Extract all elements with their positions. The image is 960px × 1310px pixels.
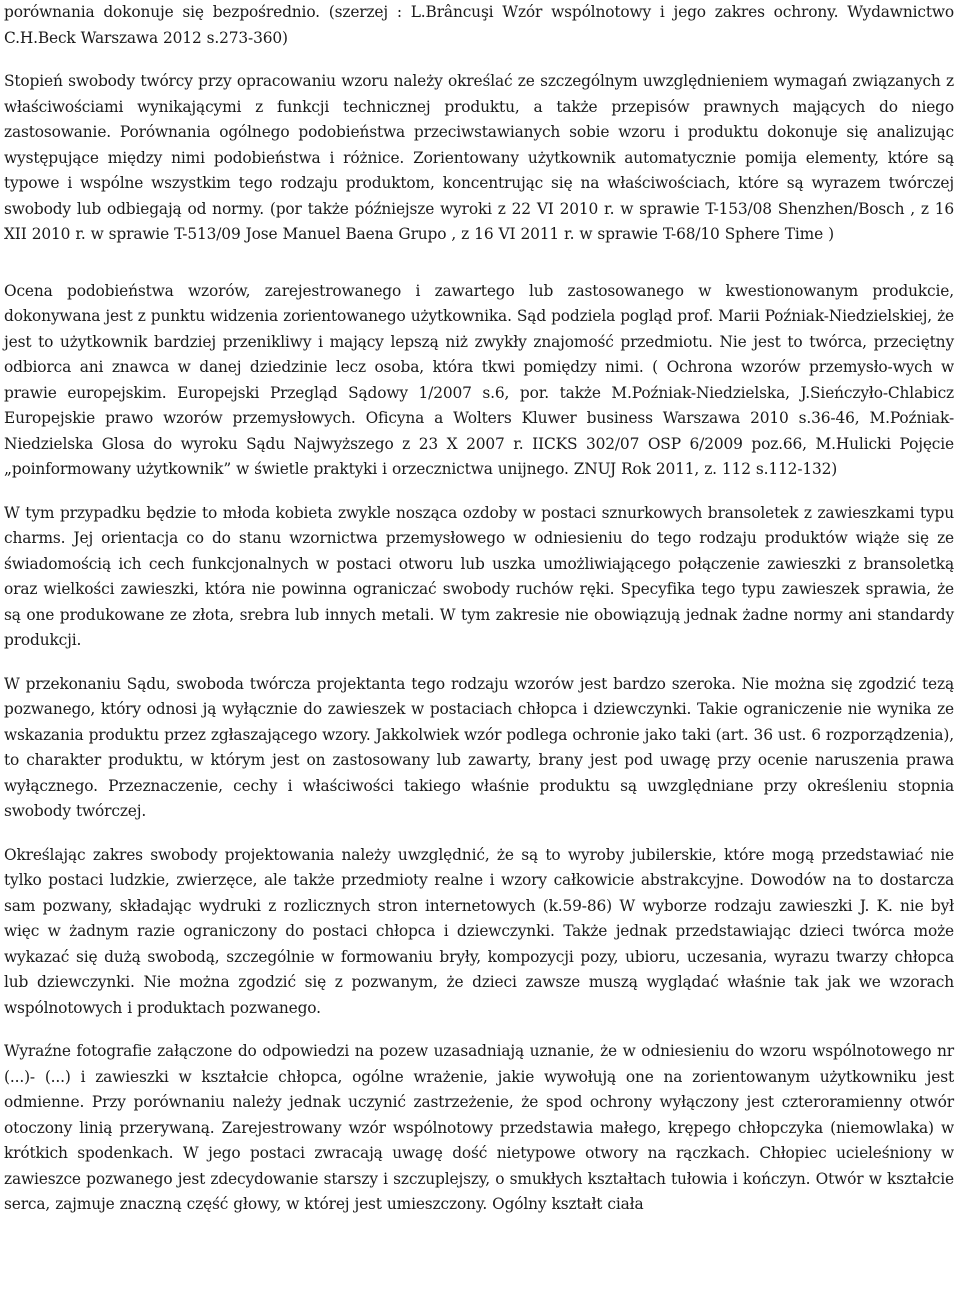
paragraph-informed-user: W tym przypadku będzie to młoda kobieta zwykle nosząca ozdoby w postaci sznurkowych bransoletek z zawieszkami typu charms. Jej orientacja co do stanu wzornictwa przemysłowego w odniesieniu do tego rodzaju produktów wiąże się ze świadomością ich cech funkcjonalnych w postaci otworu lub uszka umożliwiającego połączenie zawieszki z bransoletką oraz wielkości zawieszki, która nie powinna ograniczać swobody ruchów ręki. Specyfika tego typu zawieszek sprawia, że są one produkowane ze złota, srebra lub innych metali. W tym zakresie nie obowiązują jednak żadne normy ani standardy produkcji. (4, 503, 954, 649)
paragraph-scope-of-freedom: Określając zakres swobody projektowania należy uwzględnić, że są to wyroby jubilerskie, które mogą przedstawiać nie tylko postaci ludzkie, zwierzęce, ale także przedmioty realne i wzory całkowicie abstrakcyjne. Dowodów na to dostarcza sam pozwany, składając wydruki z rozlicznych stron internetowych (k.59-86) W wyborze rodzaju zawieszki J. K. nie był więc w żadnym razie ograniczony do postaci chłopca i dziewczynki. Także jednak przedstawiając dzieci twórca może wykazać się dużą swobodą, szczególnie w formowaniu bryły, kompozycji pozy, ubioru, uczesania, wyrazu twarzy chłopca lub dziewczynki. Nie można zgodzić się z pozwanym, że dzieci zawsze muszą wyglądać właśnie tak jak we wzorach wspólnotowych i produktach pozwanego. (4, 845, 954, 1017)
paragraph-citation-continued: porównania dokonuje się bezpośrednio. (szerzej : L.Brâncuşi Wzór wspólnotowy i jego zakres ochrony. Wydawnictwo C.H.Beck Warszawa 2012 s.273-360) (4, 3, 954, 47)
paragraph-design-freedom: Stopień swobody twórcy przy opracowaniu wzoru należy określać ze szczególnym uwzględnieniem wymagań związanych z właściwościami wynikającymi z funkcji technicznej produktu, a także przepisów prawnych mających do niego zastosowanie. Porównania ogólnego podobieństwa przeciwstawianych sobie wzoru i produktu dokonuje się analizując występujące między nimi podobieństwa i różnice. Zorientowany użytkownik automatycznie pomija elementy, które są typowe i wspólne wszystkim tego rodzaju produktom, koncentrując się na właściwościach, które są wyrazem twórczej swobody lub odbiegają od normy. (por także późniejsze wyroki z 22 VI 2010 r. w sprawie T-153/08 Shenzhen/Bosch , z 16 XII 2010 r. w sprawie T-513/09 Jose Manuel Baena Grupo , z 16 VI 2011 r. w sprawie T-68/10 Sphere Time ) (4, 72, 954, 243)
paragraph-spacer (4, 51, 954, 69)
paragraph-court-opinion: W przekonaniu Sądu, swoboda twórcza projektanta tego rodzaju wzorów jest bardzo szeroka. Nie można się zgodzić tezą pozwanego, który odnosi ją wyłącznie do zawieszek w postaciach chłopca i dziewczynki. Takie ograniczenie nie wynika ze wskazania produktu przez zgłaszającego wzory. Jakkolwiek wzór podlega ochronie jako taki (art. 36 ust. 6 rozporządzenia), to charakter produktu, w którym jest on zastosowany lub zawarty, brany jest pod uwagę przy ocenie naruszenia prawa wyłącznego. Przeznaczenie, cechy i właściwości takiego właśnie produktu są uwzględniane przy określeniu stopnia swobody twórczej. (4, 674, 954, 820)
paragraph-spacer (4, 248, 954, 279)
paragraph-similarity-assessment: Ocena podobieństwa wzorów, zarejestrowanego i zawartego lub zastosowanego w kwestionowanym produkcie, dokonywana jest z punktu widzenia zorientowanego użytkownika. Sąd podziela pogląd prof. Marii Poźniak-Niedzielskiej, że jest to użytkownik bardziej przenikliwy i mający lepszą niż zwykły znajomość przedmiotu. Nie jest to twórca, przeciętny odbiorca ani znawca w danej dziedzinie lecz osoba, która tkwi pomiędzy nimi. ( Ochrona wzorów przemysło-wych w prawie europejskim. Europejski Przegląd Sądowy 1/2007 s.6, por. także M.Poźniak-Niedzielska, J.Sieńczyło-Chlabicz Europejskie prawo wzorów przemysłowych. Oficyna a Wolters Kluwer business Warszawa 2010 s.36-46, M.Poźniak-Niedzielska Glosa do wyroku Sądu Najwyższego z 23 X 2007 r. IICKS 302/07 OSP 6/2009 poz.66, M.Hulicki Pojęcie „poinformowany użytkownik” w świetle praktyki i orzecznictwa unijnego. ZNUJ Rok 2011, z. 112 s.112-132) (4, 281, 954, 478)
paragraph-spacer (4, 1021, 954, 1039)
paragraph-spacer (4, 654, 954, 672)
paragraph-spacer (4, 825, 954, 843)
paragraph-photo-comparison: Wyraźne fotografie załączone do odpowiedzi na pozew uzasadniają uznanie, że w odniesieniu do wzoru wspólnotowego nr (...)- (...) i zawieszki w kształcie chłopca, ogólne wrażenie, jakie wywołują one na zorientowanym użytkowniku jest odmienne. Przy porównaniu należy jednak uczynić zastrzeżenie, że spod ochrony wyłączony jest czteroramienny otwór otoczony linią przerywaną. Zarejestrowany wzór wspólnotowy przedstawia małego, krępego chłopczyka (niemowlaka) w krótkich spodenkach. W jego postaci zwracają uwagę dość nietypowe otwory na rączkach. Chłopiec ucieleśniony w zawieszce pozwanego jest zdecydowanie starszy i szczuplejszy, o smukłych kształtach tułowia i kończyn. Otwór w kształcie serca, zajmuje znaczną część głowy, w której jest umieszczony. Ogólny kształt ciała (4, 1042, 954, 1213)
paragraph-spacer (4, 483, 954, 501)
